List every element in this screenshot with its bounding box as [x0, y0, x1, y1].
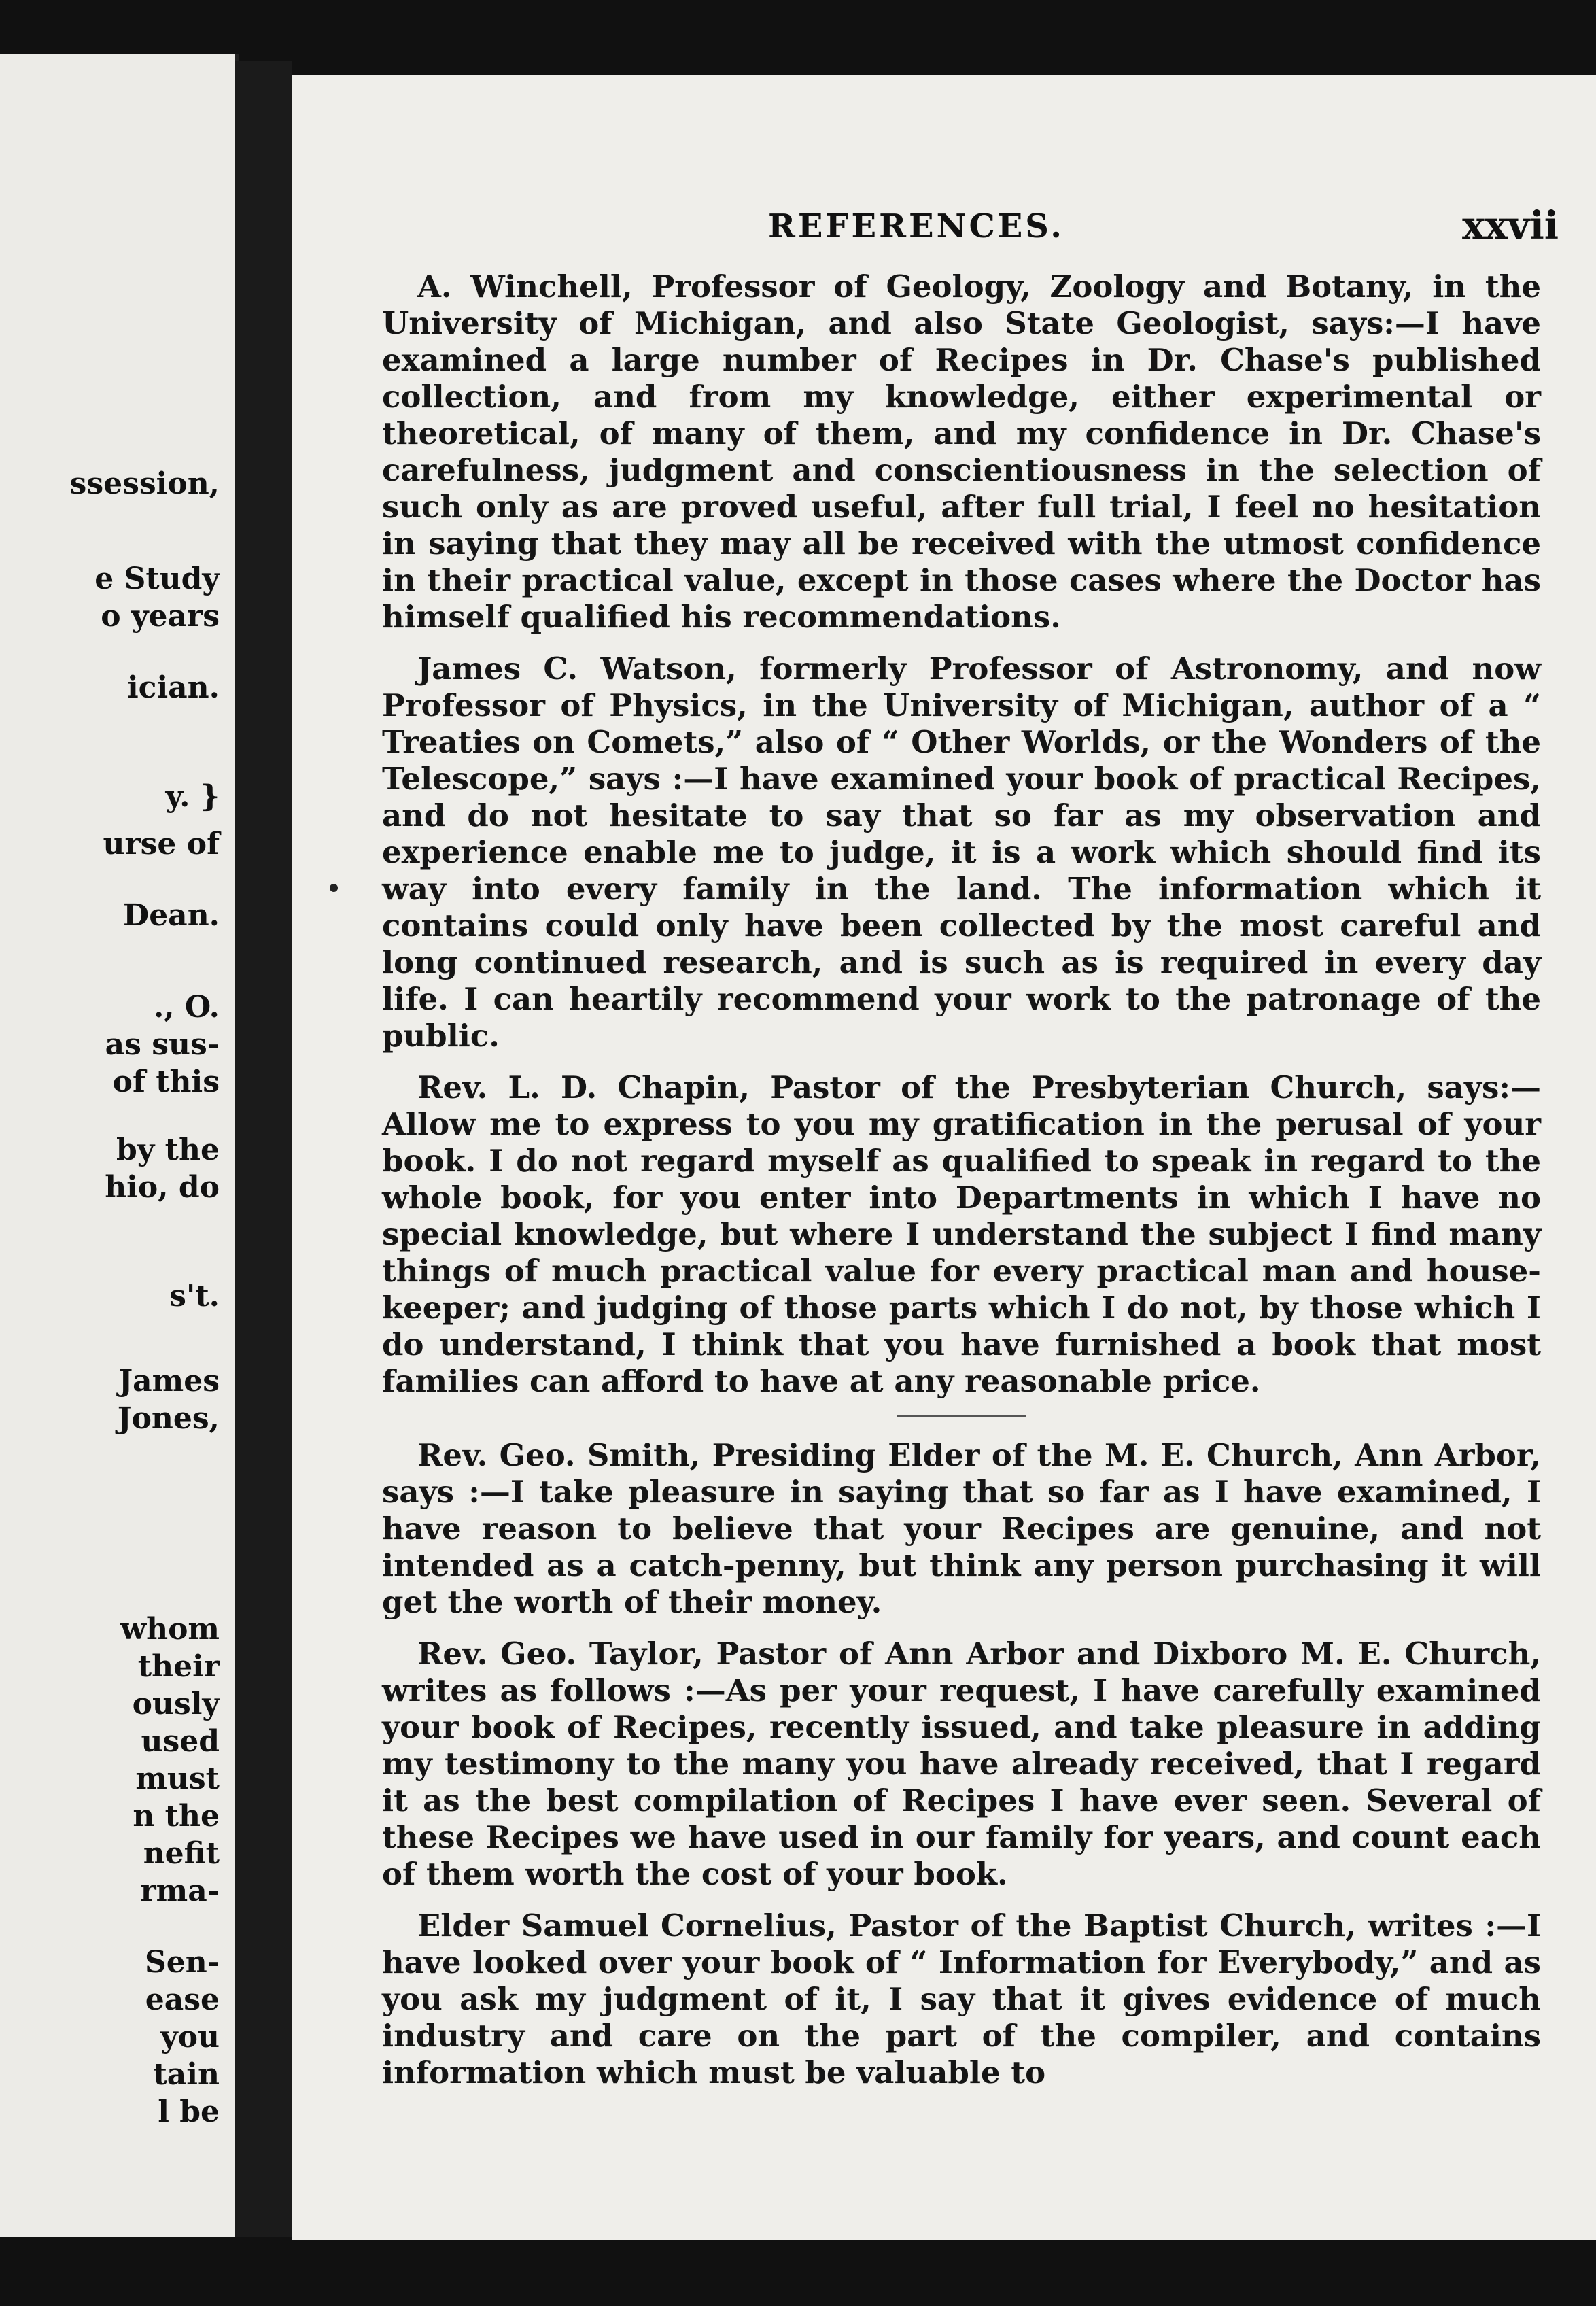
left-page-fragment: James — [118, 1364, 220, 1398]
reference-text: formerly Professor of Astronomy, and now Professor of Physics, in the University of Michigan, author of a “ Treaties on Comets,” also of “ Other Worlds, or the Wonders of the Telescope,” says :—I have examined your book of practical Recipes, and do not hesitate to say that so far as my observation and experience enable me to judge, it is a work which should find its way into every family in the land. The information which it contains could only have been collected by the most careful and long continued research, and is such as is required in every day life. I can heartily recommend your work to the patronage of the public. — [382, 651, 1541, 1054]
reference-text: Pastor of the Baptist Church, writes :—I have looked over your book of “ Information for Everybody,” and as you ask my judgment of it, I say that it gives evidence of much industry and care on the part of the compiler, and contains information which must be valuable to — [382, 1908, 1541, 2090]
reference-name: A. Winchell — [417, 269, 622, 305]
reference-name: Rev. L. D. Chapin — [417, 1069, 740, 1105]
left-page-fragment: ease — [145, 1982, 220, 2017]
reference-entry-winchell: A. Winchell, Professor of Geology, Zoology and Botany, in the University of Michigan, and also State Geologist, says:—I have examined a large number of Recipes in Dr. Chase's published collection, and from my knowledge, either experimental or theoretical, of many of them, and my confidence in Dr. Chase's carefulness, judgment and conscientiousness in the selection of such only as are proved useful, after full trial, I feel no hesitation in saying that they may all be received with the utmost confidence in their practical value, except in those cases where the Doctor has himself qualified his recommendations. — [382, 269, 1541, 635]
left-page-fragment: hio, do — [105, 1170, 220, 1205]
reference-name: Rev. Geo. Taylor — [417, 1636, 693, 1672]
reference-name: Rev. Geo. Smith — [417, 1437, 690, 1473]
reference-text: Professor of Geology, Zoology and Botany, in the University of Michigan, and also State Geologist, says:—I have examined a large number of Recipes in Dr. Chase's published collection, and from my knowledge, either experimental or theoretical, of many of them, and my confidence in Dr. Chase's carefulness, judgment and conscientiousness in the selection of such only as are proved useful, after full trial, I feel no hesitation in saying that they may all be received with the utmost confidence in their practical value, except in those cases where the Doctor has himself qualified his recommendations. — [382, 269, 1541, 635]
reference-text: Presiding Elder of the M. E. Church, Ann Arbor, says :—I take pleasure in saying that so far as I have examined, I have reason to believe that your Recipes are genuine, and not intended as a catch-penny, but think any person purchasing it will get the worth of their money. — [382, 1437, 1541, 1620]
left-page-fragment: you — [160, 2020, 220, 2054]
reference-name: James C. Watson — [417, 651, 727, 687]
left-page-fragment: ously — [132, 1687, 220, 1721]
left-page-fragment: their — [137, 1649, 220, 1684]
running-head: REFERENCES. — [768, 207, 1064, 245]
left-page-fragment: o years — [101, 599, 220, 634]
section-divider — [897, 1415, 1026, 1417]
left-page-fragment: urse of — [103, 827, 220, 861]
left-page-fragment: whom — [120, 1612, 220, 1647]
reference-entry-cornelius: Elder Samuel Cornelius, Pastor of the Baptist Church, writes :—I have looked over your book of “ Information for Everybody,” and as you ask my judgment of it, I say that it gives evidence of much industry and care on the part of the compiler, and contains information which must be valuable to — [382, 1908, 1541, 2090]
reference-entry-chapin: Rev. L. D. Chapin, Pastor of the Presbyterian Church, says:—Allow me to express to you my gratification in the perusal of your book. I do not regard myself as qualified to speak in regard to the whole book, for you enter into Departments in which I have no special knowledge, but where I understand the subject I find many things of much practical value for every practical man and house-keeper; and judging of those parts which I do not, by those which I do understand, I think that you have furnished a book that most families can afford to have at any reasonable price. — [382, 1069, 1541, 1399]
left-page-fragment: Dean. — [123, 898, 220, 933]
left-page-fragment: ., O. — [153, 990, 220, 1025]
left-page-fragment: must — [135, 1761, 220, 1796]
left-page-fragment: y. } — [165, 779, 220, 814]
page-number: xxvii — [1462, 203, 1559, 248]
reference-entry-smith: Rev. Geo. Smith, Presiding Elder of the M. E. Church, Ann Arbor, says :—I take pleasure in saying that so far as I have examined, I have reason to believe that your Recipes are genuine, and not intended as a catch-penny, but think any person purchasing it will get the worth of their money. — [382, 1437, 1541, 1620]
reference-entry-watson: James C. Watson, formerly Professor of Astronomy, and now Professor of Physics, in the University of Michigan, author of a “ Treaties on Comets,” also of “ Other Worlds, or the Wonders of the Telescope,” says :—I have examined your book of practical Recipes, and do not hesitate to say that so far as my observation and experience enable me to judge, it is a work which should find its way into every family in the land. The information which it contains could only have been collected by the most careful and long continued research, and is such as is required in every day life. I can heartily recommend your work to the patronage of the public. — [382, 651, 1541, 1054]
left-page-fragment: ssession, — [69, 466, 220, 501]
left-page-fragment: n the — [133, 1799, 220, 1834]
left-page-fragment: l be — [158, 2095, 220, 2129]
left-page-fragment: used — [141, 1724, 220, 1759]
references-body — [382, 269, 1541, 2106]
left-page-fragment: nefit — [143, 1836, 220, 1871]
page-header — [292, 203, 1596, 248]
ink-speck — [330, 884, 338, 892]
left-page-fragment: rma- — [140, 1874, 220, 1908]
left-page-fragment: tain — [153, 2057, 220, 2092]
left-page-fragment: of this — [112, 1065, 220, 1099]
left-page-fragment: ician. — [126, 670, 220, 705]
left-page-fragment: Sen- — [144, 1945, 220, 1980]
left-page-fragment: s't. — [169, 1279, 220, 1313]
scan-border — [0, 2240, 1596, 2306]
reference-entry-taylor: Rev. Geo. Taylor, Pastor of Ann Arbor and Dixboro M. E. Church, writes as follows :—As per your request, I have carefully examined your book of Recipes, recently issued, and take pleasure in adding my testimony to the many you have already received, that I regard it as the best compilation of Recipes I have ever seen. Several of these Recipes we have used in our family for years, and count each of them worth the cost of your book. — [382, 1636, 1541, 1892]
left-page-fragment: by the — [116, 1133, 220, 1167]
left-page-fragment: Jones, — [117, 1401, 220, 1436]
reference-text: Pastor of the Presbyterian Church, says:—Allow me to express to you my gratification in the perusal of your book. I do not regard myself as qualified to speak in regard to the whole book, for you enter into Departments in which I have no special knowledge, but where I understand the subject I find many things of much practical value for every practical man and house-keeper; and judging of those parts which I do not, by those which I do understand, I think that you have furnished a book that most families can afford to have at any reasonable price. — [382, 1069, 1541, 1399]
left-page-fragment: e Study — [94, 562, 220, 596]
book-gutter — [235, 61, 292, 2237]
left-page-fragment: as sus- — [105, 1027, 220, 1062]
reference-name: Elder Samuel Cornelius — [417, 1908, 827, 1944]
left-page — [0, 54, 239, 2237]
reference-text: Pastor of Ann Arbor and Dixboro M. E. Church, writes as follows :—As per your request, I have carefully examined your book of Recipes, recently issued, and take pleasure in adding my testimony to the many you have already received, that I regard it as the best compilation of Recipes I have ever seen. Several of these Recipes we have used in our family for years, and count each of them worth the cost of your book. — [382, 1636, 1541, 1892]
right-page — [292, 75, 1596, 2240]
